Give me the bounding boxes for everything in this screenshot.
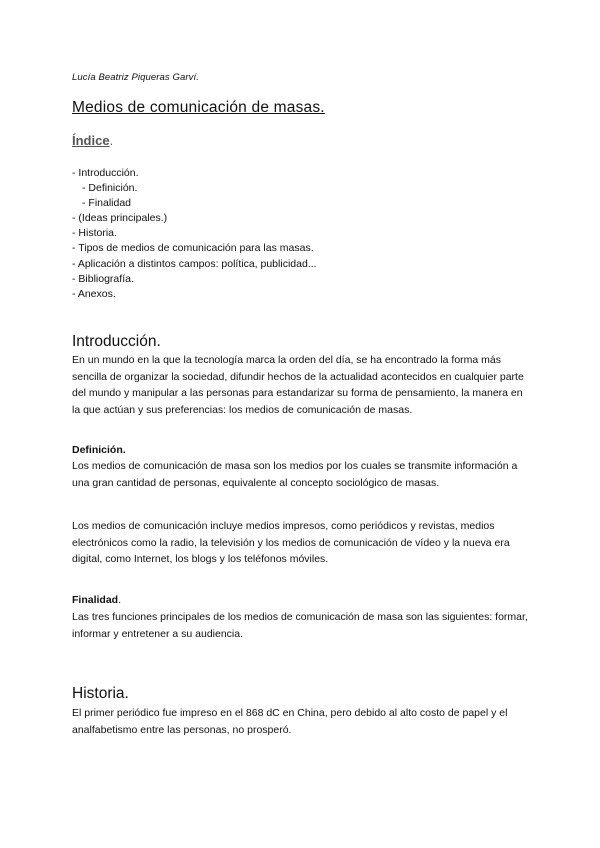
toc-item: - Tipos de medios de comunicación para las masas. [72, 242, 314, 255]
definicion-paragraph-2: Los medios de comunicación incluye medios impresos, como periódicos y revistas, medios electrónicos como la radio, la televisión y los medios de comunicación de vídeo y la nueva era digital, como Internet, los blogs y los teléfonos móviles. [72, 520, 510, 565]
introduccion-heading-label: Introducción [72, 333, 157, 350]
author-name: Lucía Beatriz Piqueras Garví. [72, 72, 199, 83]
historia-heading [72, 685, 129, 703]
index-heading-dot: . [109, 133, 114, 148]
finalidad-heading-dot: . [118, 594, 122, 606]
introduccion-paragraph: En un mundo en la que la tecnología marca la orden del día, se ha encontrado la forma más sencilla de organizar la sociedad, difundir hechos de la actualidad acontecidos en cualquier parte del mundo y manipular a las personas para estandarizar su forma de pensamiento, la manera en la que actúan y sus preferencias: los medios de comunicación de masas. [72, 354, 524, 416]
finalidad-heading [72, 594, 121, 606]
table-of-contents [72, 166, 317, 302]
historia-heading-dot: . [124, 685, 129, 702]
toc-item: - Finalidad [82, 197, 132, 210]
toc-item: - Bibliografía. [72, 272, 134, 285]
toc-item: - Definición. [82, 182, 138, 195]
index-heading [72, 133, 113, 148]
toc-item: - (Ideas principales.) [72, 212, 168, 225]
document-title: Medios de comunicación de masas. [72, 99, 325, 116]
finalidad-paragraph: Las tres funciones principales de los medios de comunicación de masa son las siguientes: formar, informar y entretener a su audiencia. [72, 611, 528, 640]
definicion-paragraph-1: Los medios de comunicación de masa son los medios por los cuales se transmite información a una gran cantidad de personas, equivalente al concepto sociológico de masas. [72, 460, 518, 489]
finalidad-heading-label: Finalidad [72, 594, 119, 606]
introduccion-heading-dot: . [156, 333, 161, 350]
definicion-heading: Definición. [72, 444, 126, 456]
historia-heading-label: Historia [72, 685, 125, 702]
historia-paragraph: El primer periódico fue impreso en el 868 dC en China, pero debido al alto costo de papel y el analfabetismo entre las personas, no prosperó. [72, 707, 508, 736]
toc-item: - Anexos. [72, 287, 116, 300]
toc-item: - Historia. [72, 227, 117, 240]
toc-item: - Aplicación a distintos campos: política, publicidad... [72, 257, 317, 270]
introduccion-heading [72, 333, 161, 351]
toc-item: - Introducción. [72, 167, 139, 179]
index-heading-label: Índice [72, 133, 110, 148]
